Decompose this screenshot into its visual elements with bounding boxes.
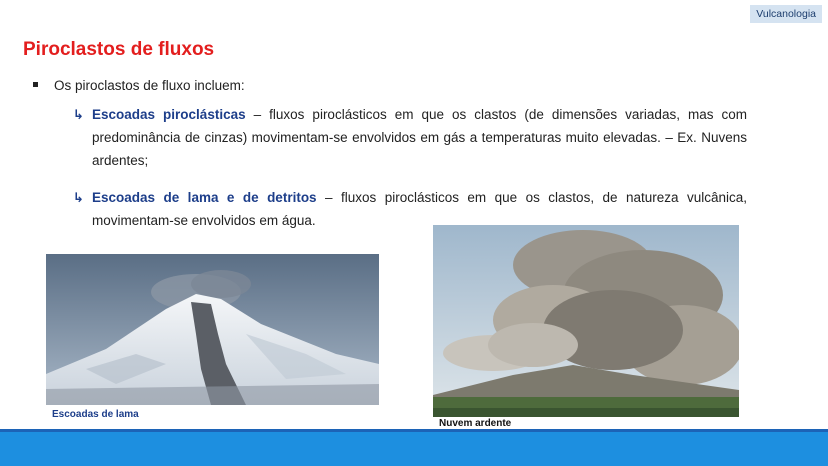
nuee-ardente-photo	[433, 225, 739, 417]
term-escoadas-de-lama: Escoadas de lama e de detritos	[92, 190, 317, 205]
nuee-ardente-caption: Nuvem ardente	[439, 418, 512, 429]
right-angle-arrow-icon: ↳	[73, 107, 84, 122]
square-bullet-icon	[33, 82, 38, 87]
main-bullet	[33, 78, 245, 93]
definition-text: – fluxos piroclásticos em que os clastos, de natureza vulcânica, movimentam-se envolvidos em água.	[92, 190, 747, 228]
sub-bullet-pyroclastic	[73, 103, 747, 172]
main-bullet-text: Os piroclastos de fluxo incluem:	[54, 78, 245, 93]
slide-title: Piroclastos de fluxos	[23, 39, 215, 60]
term-escoadas-piroclasticas: Escoadas piroclásticas	[92, 107, 246, 122]
footer-bar	[0, 432, 828, 466]
right-angle-arrow-icon: ↳	[73, 190, 84, 205]
definition-text: – fluxos piroclásticos em que os clastos (de dimensões variadas, mas com predominância de cinzas) movimentam-se envolvidos em gás a temperaturas muito elevadas. – Ex. Nuvens ardentes;	[92, 107, 747, 168]
topic-tag: Vulcanologia	[750, 5, 822, 23]
mudflow-photo	[46, 254, 379, 405]
mudflow-caption: Escoadas de lama	[52, 409, 139, 420]
